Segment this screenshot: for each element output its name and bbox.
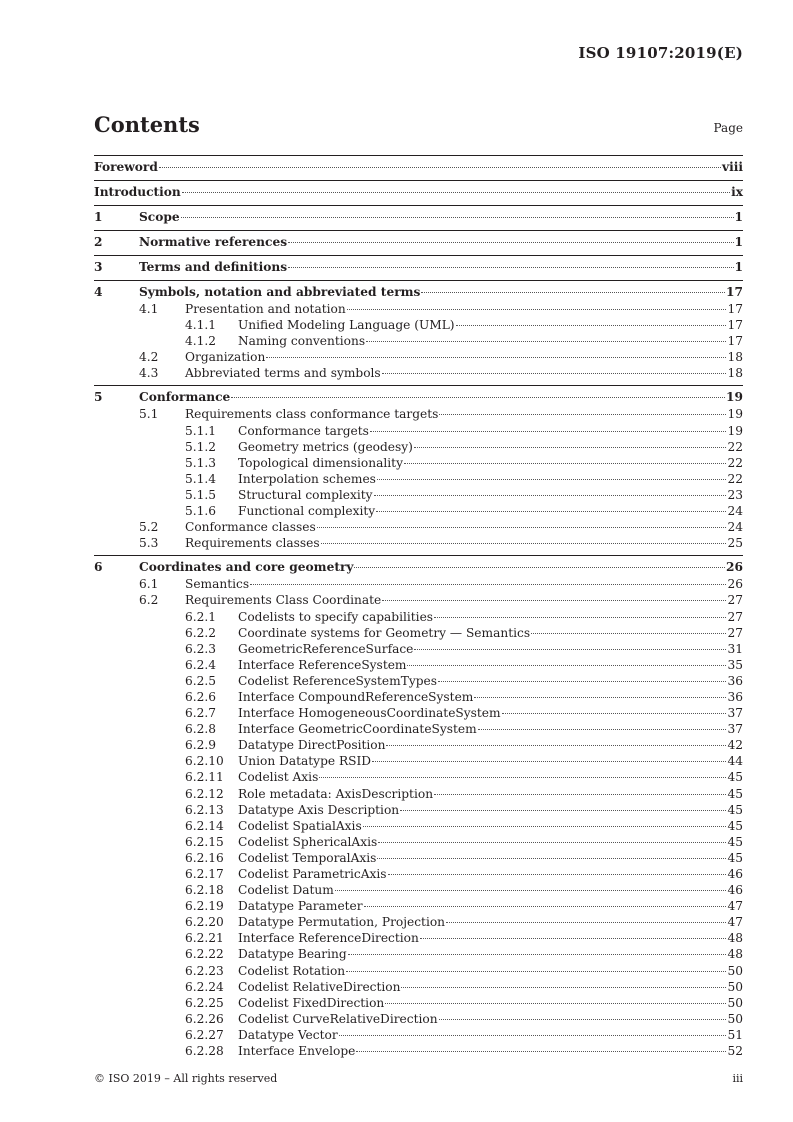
toc-entry-number: 6.2.2 (185, 625, 217, 640)
toc-entry[interactable] (94, 423, 743, 439)
dot-leader (400, 810, 726, 811)
toc-entry-title[interactable]: Structural complexity (238, 487, 373, 502)
toc-entry-title[interactable]: Topological dimensionality (238, 455, 403, 470)
dot-leader (420, 938, 727, 939)
toc-entry-title[interactable]: Codelist ParametricAxis (238, 867, 387, 881)
toc-entry-number: 6.2.22 (185, 947, 224, 962)
toc-entry[interactable] (94, 333, 743, 349)
toc-entry-title[interactable]: Codelist SpatialAxis (238, 818, 362, 833)
toc-entry-title[interactable]: Interface ReferenceSystem (238, 657, 407, 672)
toc-entry-number: 6.2.1 (185, 609, 217, 624)
toc-entry-title[interactable]: Interface GeometricCoordinateSystem (238, 722, 477, 737)
toc-entry-number: 5.1 (139, 407, 159, 422)
toc-entry-number: 6.2.18 (185, 883, 224, 898)
toc-entry-number: 1 (94, 210, 103, 224)
dot-leader (319, 777, 726, 778)
dot-leader (266, 357, 726, 358)
toc-entry-page[interactable]: 48 (727, 947, 743, 962)
dot-leader (531, 633, 726, 634)
dot-leader (288, 267, 733, 268)
toc-entry-number: 4.3 (139, 366, 159, 381)
toc-entry[interactable] (94, 439, 743, 455)
toc-entry[interactable] (94, 769, 743, 785)
toc-entry-page[interactable]: 44 (727, 754, 743, 769)
toc-entry-number: 3 (94, 260, 103, 274)
toc-entry-title[interactable]: Requirements classes (185, 536, 320, 551)
toc-entry[interactable] (94, 1011, 743, 1027)
toc-entry[interactable] (94, 641, 743, 657)
toc-entry[interactable] (94, 753, 743, 769)
toc-entry[interactable] (94, 208, 743, 226)
toc-entry-number: 6.2.17 (185, 867, 224, 881)
toc-entry[interactable] (94, 592, 743, 608)
toc-entry-number: 5.1.5 (185, 487, 217, 502)
toc-entry[interactable] (94, 834, 743, 850)
toc-entry-title[interactable]: GeometricReferenceSurface (238, 641, 414, 656)
page-number-footer: iii (732, 1072, 743, 1085)
toc-entry-page[interactable]: ix (731, 185, 743, 199)
dot-leader (385, 1003, 726, 1004)
toc-entry[interactable] (94, 183, 743, 201)
toc-entry-title[interactable]: Presentation and notation (185, 302, 346, 316)
toc-entry-number: 6.2.4 (185, 657, 217, 672)
toc-entry-title[interactable]: Codelist ReferenceSystemTypes (238, 673, 437, 688)
toc-section (94, 205, 743, 226)
toc-entry[interactable] (94, 898, 743, 914)
toc-entry[interactable] (94, 576, 743, 592)
toc-entry-title[interactable]: Interpolation schemes (238, 471, 376, 486)
toc-entry-number: 6.2.28 (185, 1044, 224, 1059)
toc-entry[interactable] (94, 349, 743, 365)
toc-entry[interactable] (94, 850, 743, 866)
toc-entry-number: 6.2.19 (185, 899, 224, 914)
toc-entry-page[interactable]: 24 (727, 520, 743, 535)
toc-entry-page[interactable]: 45 (727, 850, 743, 865)
toc-entry-number: 6.2.5 (185, 673, 217, 688)
toc-entry-title[interactable]: Datatype Parameter (238, 899, 363, 914)
toc-entry-title[interactable]: Datatype Axis Description (238, 802, 400, 817)
toc-entry[interactable] (94, 786, 743, 802)
toc-entry[interactable] (94, 657, 743, 673)
toc-entry-title[interactable]: Unified Modeling Language (UML) (238, 318, 455, 333)
toc-entry-page[interactable]: 24 (727, 504, 743, 519)
toc-entry-title[interactable]: Geometry metrics (geodesy) (238, 439, 413, 454)
toc-entry[interactable] (94, 258, 743, 276)
copyright-footer: © ISO 2019 – All rights reserved (94, 1072, 278, 1085)
dot-leader (346, 971, 726, 972)
toc-entry[interactable] (94, 625, 743, 641)
toc-entry[interactable] (94, 233, 743, 251)
toc-entry[interactable] (94, 946, 743, 962)
dot-leader (434, 794, 726, 795)
toc-entry-page[interactable]: 18 (727, 350, 743, 365)
toc-entry-page[interactable]: 26 (726, 560, 743, 575)
toc-entry-page[interactable]: 27 (727, 593, 743, 608)
toc-entry-page[interactable]: 46 (727, 867, 743, 881)
toc-entry[interactable] (94, 503, 743, 519)
toc-entry[interactable] (94, 995, 743, 1011)
document-id-header: ISO 19107:2019(E) (578, 44, 743, 62)
toc-entry[interactable] (94, 673, 743, 689)
toc-entry-page[interactable]: 17 (727, 318, 743, 333)
toc-entry-page[interactable]: 45 (727, 818, 743, 833)
toc-entry-page[interactable]: 36 (727, 689, 743, 704)
toc-entry-title[interactable]: Codelist SphericalAxis (238, 834, 378, 849)
dot-leader (250, 584, 726, 585)
toc-entry-title[interactable]: Interface ReferenceDirection (238, 931, 419, 946)
toc-entry-title[interactable]: Conformance targets (238, 423, 369, 438)
toc-entry-page[interactable]: 27 (727, 625, 743, 640)
toc-entry-title[interactable]: Coordinate systems for Geometry — Semantics (238, 625, 531, 640)
dot-leader (363, 826, 727, 827)
toc-entry-title[interactable]: Codelist FixedDirection (238, 995, 385, 1010)
toc-entry[interactable] (94, 487, 743, 503)
toc-entry-page[interactable]: 22 (727, 455, 743, 470)
toc-entry-title[interactable]: Codelist TemporalAxis (238, 850, 377, 865)
toc-entry-page[interactable]: 19 (727, 407, 743, 422)
toc-entry-number: 5.1.1 (185, 423, 217, 438)
toc-entry-number: 6.2.13 (185, 802, 224, 817)
dot-leader (407, 665, 726, 666)
toc-entry[interactable] (94, 519, 743, 535)
toc-entry-title[interactable]: Codelist CurveRelativeDirection (238, 1011, 438, 1026)
toc-entry-page[interactable]: 45 (727, 834, 743, 849)
toc-entry-number: 6.2.25 (185, 995, 224, 1010)
toc-entry-page[interactable]: 17 (727, 302, 743, 316)
dot-leader (364, 906, 727, 907)
toc-entry-number: 6.2.15 (185, 834, 224, 849)
toc-entry-title[interactable]: Interface HomogeneousCoordinateSystem (238, 706, 501, 721)
dot-leader (478, 729, 727, 730)
toc-entry-page[interactable]: 36 (727, 673, 743, 688)
dot-leader (414, 649, 726, 650)
dot-leader (370, 431, 727, 432)
toc-entry-title[interactable]: Terms and definitions (139, 260, 288, 274)
toc-entry-number: 6.2 (139, 593, 159, 608)
toc-entry-number: 5.3 (139, 536, 159, 551)
toc-entry[interactable] (94, 283, 743, 301)
dot-leader (386, 745, 726, 746)
dot-leader (372, 761, 726, 762)
toc-entry-title[interactable]: Codelist RelativeDirection (238, 979, 401, 994)
toc-entry-page[interactable]: 1 (734, 235, 743, 249)
toc-entry-page[interactable]: 50 (727, 995, 743, 1010)
toc-entry-page[interactable]: 31 (727, 641, 743, 656)
toc-entry-number: 6.2.20 (185, 915, 224, 930)
toc-entry-page[interactable]: 50 (727, 979, 743, 994)
toc-entry-title[interactable]: Scope (139, 210, 180, 224)
toc-entry-title[interactable]: Functional complexity (238, 504, 376, 519)
toc-entry-page[interactable]: 48 (727, 931, 743, 946)
toc-entry-title[interactable]: Conformance classes (185, 520, 316, 535)
toc-entry-number: 6.2.11 (185, 770, 224, 785)
toc-entry-title[interactable]: Requirements Class Coordinate (185, 593, 382, 608)
toc-entry[interactable] (94, 406, 743, 422)
toc-entry-number: 6.1 (139, 577, 159, 592)
toc-entry[interactable] (94, 979, 743, 995)
dot-leader (502, 713, 727, 714)
toc-entry-page[interactable]: 25 (727, 536, 743, 551)
dot-leader (348, 954, 727, 955)
toc-entry-page[interactable]: 18 (727, 366, 743, 381)
toc-entry-page[interactable]: 22 (727, 439, 743, 454)
toc-entry-page[interactable]: 45 (727, 802, 743, 817)
dot-leader (388, 874, 727, 875)
toc-entry-title[interactable]: Datatype Bearing (238, 947, 347, 962)
toc-entry[interactable] (94, 930, 743, 946)
toc-entry[interactable] (94, 802, 743, 818)
dot-leader (456, 325, 727, 326)
dot-leader (356, 1051, 726, 1052)
toc-entry-page[interactable]: 50 (727, 963, 743, 978)
toc-entry-title[interactable]: Datatype DirectPosition (238, 738, 386, 753)
toc-entry[interactable] (94, 1027, 743, 1043)
toc-entry[interactable] (94, 737, 743, 753)
toc-entry-page[interactable]: 26 (727, 577, 743, 592)
dot-leader (377, 858, 726, 859)
toc-entry-page[interactable]: 50 (727, 1011, 743, 1026)
toc-section (94, 180, 743, 201)
dot-leader (159, 167, 721, 168)
toc-entry[interactable] (94, 914, 743, 930)
toc-entry-title[interactable]: Coordinates and core geometry (139, 560, 354, 575)
toc-entry-number: 6.2.9 (185, 738, 217, 753)
dot-leader (181, 217, 734, 218)
toc-entry-number: 6.2.10 (185, 754, 224, 769)
toc-entry-number: 6.2.23 (185, 963, 224, 978)
toc-entry-number: 4.1 (139, 302, 159, 316)
toc-entry-title[interactable]: Datatype Vector (238, 1027, 338, 1042)
dot-leader (439, 414, 726, 415)
dot-leader (354, 567, 725, 568)
toc-entry[interactable] (94, 866, 743, 882)
dot-leader (347, 309, 727, 310)
table-of-contents (94, 155, 743, 1063)
toc-entry-title[interactable]: Datatype Permutation, Projection (238, 915, 446, 930)
toc-entry-title[interactable]: Semantics (185, 577, 250, 592)
toc-entry-number: 6.2.14 (185, 818, 224, 833)
toc-entry-number: 4.1.2 (185, 334, 217, 349)
toc-entry-title[interactable]: Normative references (139, 235, 288, 249)
toc-section (94, 280, 743, 381)
toc-entry-page[interactable]: 46 (727, 883, 743, 898)
toc-entry-title[interactable]: Codelists to specify capabilities (238, 609, 434, 624)
toc-entry-page[interactable]: 45 (727, 770, 743, 785)
toc-entry-number: 6.2.24 (185, 979, 224, 994)
dot-leader (446, 922, 726, 923)
toc-entry[interactable] (94, 455, 743, 471)
dot-leader (378, 842, 726, 843)
dot-leader (404, 463, 727, 464)
toc-entry-title[interactable]: Role metadata: AxisDescription (238, 786, 434, 801)
toc-entry-page[interactable]: 52 (727, 1044, 743, 1059)
toc-entry-title[interactable]: Foreword (94, 160, 158, 174)
page-column-label: Page (713, 121, 743, 135)
dot-leader (182, 192, 730, 193)
toc-entry[interactable] (94, 317, 743, 333)
toc-entry-number: 6.2.3 (185, 641, 217, 656)
toc-entry[interactable] (94, 721, 743, 737)
toc-entry[interactable] (94, 535, 743, 551)
dot-leader (288, 242, 733, 243)
toc-entry-number: 6.2.16 (185, 850, 224, 865)
toc-entry-page[interactable]: 37 (727, 722, 743, 737)
toc-entry-number: 5.1.6 (185, 504, 217, 519)
dot-leader (439, 1019, 727, 1020)
dot-leader (474, 697, 726, 698)
toc-section (94, 555, 743, 1059)
toc-entry[interactable] (94, 158, 743, 176)
toc-entry-title[interactable]: Conformance (139, 390, 231, 405)
dot-leader (317, 527, 727, 528)
dot-leader (376, 511, 726, 512)
dot-leader (321, 543, 727, 544)
toc-entry-page[interactable]: 47 (727, 899, 743, 914)
dot-leader (401, 987, 726, 988)
toc-entry-number: 5.1.3 (185, 455, 217, 470)
toc-entry-title[interactable]: Requirements class conformance targets (185, 407, 439, 422)
dot-leader (438, 681, 727, 682)
toc-entry-number: 5.1.2 (185, 439, 217, 454)
toc-entry-title[interactable]: Naming conventions (238, 334, 366, 349)
toc-entry[interactable] (94, 558, 743, 576)
contents-title-row (94, 112, 743, 137)
toc-entry-number: 6.2.7 (185, 706, 217, 721)
toc-entry-page[interactable]: 17 (726, 285, 743, 299)
toc-entry[interactable] (94, 689, 743, 705)
toc-entry-number: 2 (94, 235, 103, 249)
toc-entry-page[interactable]: 37 (727, 706, 743, 721)
dot-leader (382, 600, 726, 601)
dot-leader (366, 341, 726, 342)
dot-leader (335, 890, 727, 891)
dot-leader (377, 479, 727, 480)
toc-entry-title[interactable]: Union Datatype RSID (238, 754, 372, 769)
toc-entry[interactable] (94, 882, 743, 898)
toc-entry-title[interactable]: Introduction (94, 185, 181, 199)
toc-entry-title[interactable]: Symbols, notation and abbreviated terms (139, 285, 421, 299)
toc-entry[interactable] (94, 301, 743, 317)
toc-entry-number: 6.2.8 (185, 722, 217, 737)
toc-entry[interactable] (94, 365, 743, 381)
contents-title: Contents (94, 112, 200, 137)
toc-section (94, 255, 743, 276)
toc-entry-title[interactable]: Organization (185, 350, 266, 365)
toc-entry-page[interactable]: 22 (727, 471, 743, 486)
toc-entry-number: 4 (94, 285, 103, 299)
toc-section (94, 230, 743, 251)
dot-leader (339, 1035, 727, 1036)
toc-entry-number: 6 (94, 560, 103, 575)
toc-entry[interactable] (94, 963, 743, 979)
toc-entry-number: 5 (94, 390, 103, 405)
toc-entry-number: 6.2.6 (185, 689, 217, 704)
toc-entry-page[interactable]: 51 (727, 1027, 743, 1042)
toc-entry-title[interactable]: Codelist Datum (238, 883, 334, 898)
toc-section (94, 155, 743, 176)
toc-entry-page[interactable]: 23 (727, 487, 743, 502)
dot-leader (421, 292, 725, 293)
toc-entry-title[interactable]: Abbreviated terms and symbols (185, 366, 381, 381)
dot-leader (382, 373, 727, 374)
dot-leader (231, 397, 725, 398)
toc-entry-page[interactable]: 1 (734, 260, 743, 274)
toc-entry-page[interactable]: 45 (727, 786, 743, 801)
toc-section (94, 385, 743, 551)
toc-entry-page[interactable]: 47 (727, 915, 743, 930)
toc-entry-title[interactable]: Codelist Axis (238, 770, 319, 785)
toc-entry-page[interactable]: 1 (734, 210, 743, 224)
toc-entry[interactable] (94, 609, 743, 625)
toc-entry[interactable] (94, 818, 743, 834)
toc-entry-title[interactable]: Interface Envelope (238, 1044, 356, 1059)
toc-entry[interactable] (94, 471, 743, 487)
toc-entry[interactable] (94, 1043, 743, 1059)
toc-entry-title[interactable]: Interface CompoundReferenceSystem (238, 689, 474, 704)
toc-entry-title[interactable]: Codelist Rotation (238, 963, 346, 978)
dot-leader (374, 495, 727, 496)
toc-entry-number: 5.1.4 (185, 471, 217, 486)
toc-entry-number: 6.2.12 (185, 786, 224, 801)
toc-entry[interactable] (94, 388, 743, 406)
toc-entry-page[interactable]: 19 (726, 390, 743, 405)
toc-entry-number: 6.2.27 (185, 1027, 224, 1042)
toc-entry-number: 4.2 (139, 350, 159, 365)
toc-entry-number: 6.2.21 (185, 931, 224, 946)
toc-entry-page[interactable]: 27 (727, 609, 743, 624)
toc-entry-page[interactable]: 35 (727, 657, 743, 672)
toc-entry-number: 6.2.26 (185, 1011, 224, 1026)
toc-entry-page[interactable]: 42 (727, 738, 743, 753)
dot-leader (434, 617, 726, 618)
toc-entry-page[interactable]: viii (722, 160, 743, 174)
toc-entry-page[interactable]: 19 (727, 423, 743, 438)
toc-entry-page[interactable]: 17 (727, 334, 743, 349)
toc-entry[interactable] (94, 705, 743, 721)
dot-leader (414, 447, 727, 448)
toc-entry-number: 5.2 (139, 520, 159, 535)
toc-entry-number: 4.1.1 (185, 318, 217, 333)
